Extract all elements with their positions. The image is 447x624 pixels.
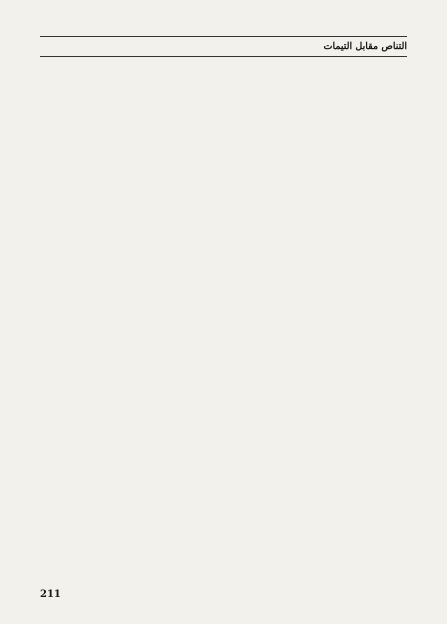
page-number: 211 [40,589,61,600]
continuation-line [40,10,407,22]
section-heading-intertext-themes: التناص مقابل التيمات [40,36,407,57]
